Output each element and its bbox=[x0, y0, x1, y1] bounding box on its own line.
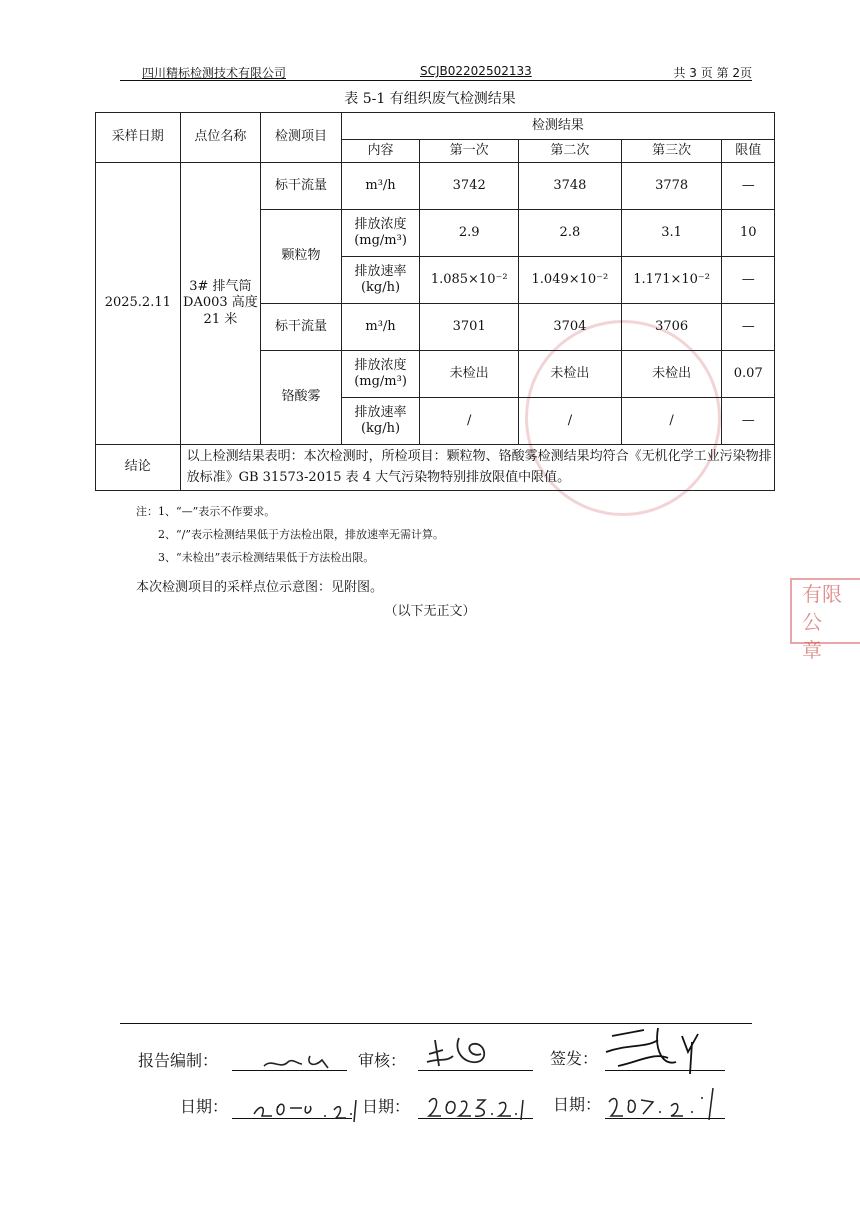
content-cell: m³/h bbox=[341, 163, 420, 210]
content-cell: 排放浓度 (mg/m³) bbox=[341, 351, 420, 398]
value-cell: / bbox=[420, 398, 519, 445]
value-cell: / bbox=[519, 398, 622, 445]
date-label-3: 日期： bbox=[553, 1095, 602, 1114]
header-item: 检测项目 bbox=[261, 113, 342, 163]
value-cell: 3706 bbox=[621, 304, 722, 351]
value-cell: 3704 bbox=[519, 304, 622, 351]
sampling-diagram-note: 本次检测项目的采样点位示意图：见附图。 bbox=[136, 580, 384, 595]
item-particulate: 颗粒物 bbox=[261, 210, 342, 304]
item-flow-1: 标干流量 bbox=[261, 163, 342, 210]
header-second: 第二次 bbox=[519, 140, 622, 163]
limit-cell: — bbox=[722, 304, 775, 351]
page-info: 共 3 页 第 2页 bbox=[673, 66, 752, 80]
limit-cell: — bbox=[722, 257, 775, 304]
limit-cell: 10 bbox=[722, 210, 775, 257]
point-name: 3# 排气筒 DA003 高度 21 米 bbox=[180, 163, 261, 445]
value-cell: 未检出 bbox=[519, 351, 622, 398]
header-third: 第三次 bbox=[621, 140, 722, 163]
company-name: 四川精标检测技术有限公司 bbox=[142, 66, 287, 80]
approver-signature-icon bbox=[598, 1022, 708, 1082]
compiler-signature-icon bbox=[262, 1050, 332, 1074]
notes bbox=[136, 500, 444, 569]
partial-stamp bbox=[790, 578, 860, 662]
content-cell: 排放浓度 (mg/m³) bbox=[341, 210, 420, 257]
value-cell: 未检出 bbox=[621, 351, 722, 398]
value-cell: 2.8 bbox=[519, 210, 622, 257]
limit-cell: 0.07 bbox=[722, 351, 775, 398]
sample-date: 2025.2.11 bbox=[96, 163, 181, 445]
table-title: 表 5-1 有组织废气检测结果 bbox=[344, 91, 516, 107]
value-cell: 3.1 bbox=[621, 210, 722, 257]
limit-cell: — bbox=[722, 163, 775, 210]
date-handwriting-1-icon bbox=[250, 1092, 360, 1124]
page-header bbox=[120, 62, 752, 81]
table-row bbox=[96, 163, 775, 210]
value-cell: / bbox=[621, 398, 722, 445]
content-cell: 排放速率 (kg/h) bbox=[341, 257, 420, 304]
end-note: （以下无正文） bbox=[384, 604, 476, 619]
conclusion-text: 以上检测结果表明：本次检测时，所检项目：颗粒物、铬酸雾检测结果均符合《无机化学工业污染物排放标准》GB 31573-2015 表 4 大气污染物特别排放限值中限值。 bbox=[180, 445, 774, 491]
content-cell: m³/h bbox=[341, 304, 420, 351]
reviewer-label: 审核： bbox=[358, 1051, 407, 1070]
date-handwriting-3-icon bbox=[605, 1084, 725, 1124]
compiler-label: 报告编制： bbox=[138, 1051, 219, 1070]
conclusion-row bbox=[96, 445, 775, 491]
header-point: 点位名称 bbox=[180, 113, 261, 163]
limit-cell: — bbox=[722, 398, 775, 445]
stamp-text: 有限公 章 bbox=[802, 582, 842, 662]
value-cell: 3748 bbox=[519, 163, 622, 210]
value-cell: 3778 bbox=[621, 163, 722, 210]
value-cell: 1.049×10⁻² bbox=[519, 257, 622, 304]
value-cell: 2.9 bbox=[420, 210, 519, 257]
date-label-2: 日期： bbox=[362, 1097, 411, 1116]
value-cell: 3742 bbox=[420, 163, 519, 210]
item-flow-2: 标干流量 bbox=[261, 304, 342, 351]
header-sample-date: 采样日期 bbox=[96, 113, 181, 163]
note-3: 3、“未检出”表示检测结果低于方法检出限。 bbox=[158, 551, 375, 564]
date-handwriting-2-icon bbox=[425, 1090, 535, 1122]
note-1: 注：1、“—”表示不作要求。 bbox=[136, 505, 276, 518]
report-number: SCJB02202502133 bbox=[420, 64, 532, 78]
note-2: 2、“/”表示检测结果低于方法检出限，排放速率无需计算。 bbox=[158, 528, 444, 541]
value-cell: 3701 bbox=[420, 304, 519, 351]
approver-label: 签发： bbox=[550, 1049, 599, 1068]
header-results: 检测结果 bbox=[341, 113, 774, 140]
value-cell: 1.171×10⁻² bbox=[621, 257, 722, 304]
results-table bbox=[95, 112, 775, 491]
header-limit: 限值 bbox=[722, 140, 775, 163]
value-cell: 1.085×10⁻² bbox=[420, 257, 519, 304]
item-chromic-acid-mist: 铬酸雾 bbox=[261, 351, 342, 445]
conclusion-label: 结论 bbox=[96, 445, 181, 491]
header-first: 第一次 bbox=[420, 140, 519, 163]
header-content: 内容 bbox=[341, 140, 420, 163]
reviewer-signature-icon bbox=[425, 1032, 505, 1072]
date-label-1: 日期： bbox=[180, 1097, 229, 1116]
content-cell: 排放速率 (kg/h) bbox=[341, 398, 420, 445]
value-cell: 未检出 bbox=[420, 351, 519, 398]
